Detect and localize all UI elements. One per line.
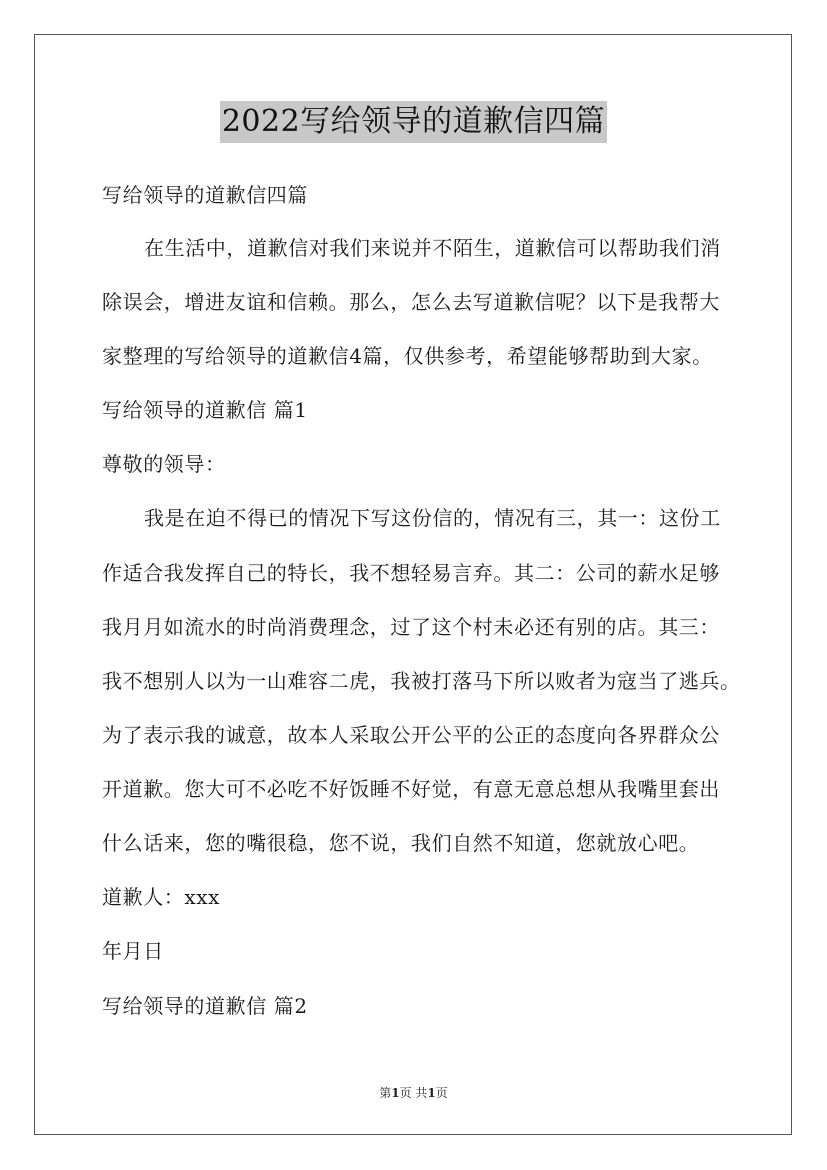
signature: 道歉人：xxx: [102, 885, 221, 909]
footer-current-page: 1: [391, 1086, 400, 1100]
body-line-7: 什么话来，您的嘴很稳，您不说，我们自然不知道，您就放心吧。: [102, 831, 700, 855]
body-line-3: 我月月如流水的时尚消费理念，过了这个村未必还有别的店。其三：: [102, 615, 720, 639]
footer-page-prefix: 第: [379, 1086, 392, 1100]
body-line-5: 为了表示我的诚意，故本人采取公开公平的公正的态度向各界群众公: [102, 723, 720, 747]
intro-line-3: 家整理的写给领导的道歉信4篇，仅供参考，希望能够帮助到大家。: [102, 344, 713, 368]
intro-line-1: 在生活中，道歉信对我们来说并不陌生，道歉信可以帮助我们消: [144, 236, 721, 260]
body-line-1: 我是在迫不得已的情况下写这份信的，情况有三，其一：这份工: [144, 506, 721, 530]
section-2-heading: 写给领导的道歉信 篇2: [102, 994, 308, 1018]
document-subtitle: 写给领导的道歉信四篇: [102, 183, 308, 207]
page-footer: [0, 1085, 827, 1101]
intro-line-2: 除误会，增进友谊和信赖。那么，怎么去写道歉信呢？以下是我帮大: [102, 290, 720, 314]
document-title: 2022写给领导的道歉信四篇: [220, 101, 607, 143]
body-line-6: 开道歉。您大可不必吃不好饭睡不好觉，有意无意总想从我嘴里套出: [102, 777, 720, 801]
section-1-heading: 写给领导的道歉信 篇1: [102, 398, 308, 422]
body-line-2: 作适合我发挥自己的特长，我不想轻易言弃。其二：公司的薪水足够: [102, 561, 720, 585]
date-line: 年月日: [102, 939, 164, 963]
title-container: [0, 101, 827, 143]
footer-total-pages: 1: [427, 1086, 436, 1100]
body-line-4: 我不想别人以为一山难容二虎，我被打落马下所以败者为寇当了逃兵。: [102, 669, 741, 693]
footer-page-mid: 页 共: [399, 1086, 428, 1100]
footer-page-suffix: 页: [435, 1086, 448, 1100]
salutation: 尊敬的领导：: [102, 452, 226, 476]
